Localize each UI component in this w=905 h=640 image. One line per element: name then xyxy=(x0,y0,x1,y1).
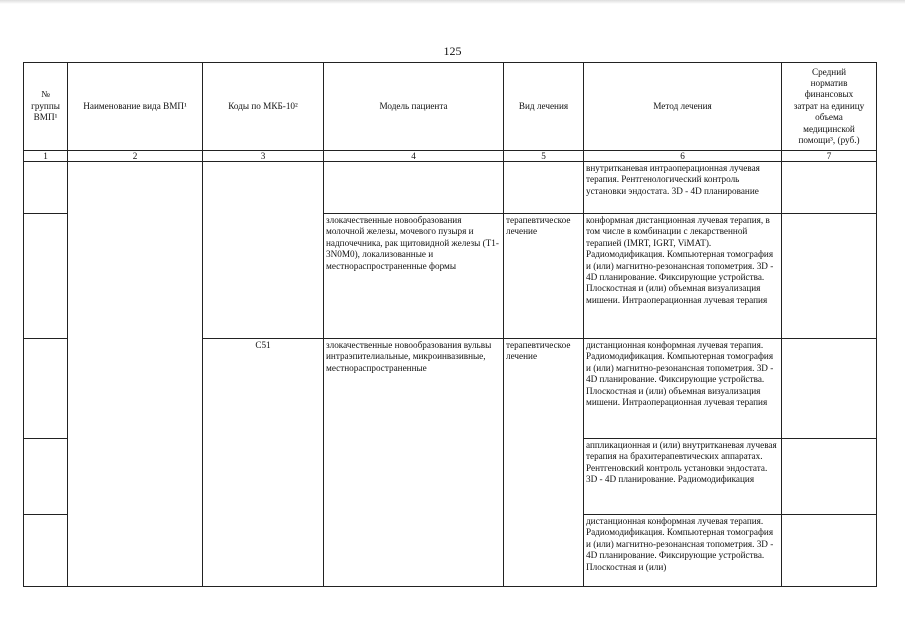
group-cell xyxy=(24,162,68,214)
group-cell xyxy=(24,439,68,515)
header-treatment-type: Вид лечения xyxy=(504,63,584,151)
method-cell: аппликационная и (или) внутритканевая лучевая терапия на брахитерапевтических аппаратах. Рентгеновский контроль установки эндостата. 3D - 4D планирование. Радиомодификация xyxy=(584,439,782,515)
page-number: 125 xyxy=(443,44,462,58)
group-cell xyxy=(24,515,68,587)
group-cell xyxy=(24,214,68,339)
column-number: 6 xyxy=(584,151,782,162)
cost-cell xyxy=(782,439,877,515)
column-number-row xyxy=(24,151,877,162)
header-avg-cost: Средний норматив финансовых затрат на единицу объема медицинской помощи³, (руб.) xyxy=(782,63,877,151)
patient-model-cell: злокачественные новообразования вульвы интраэпителиальные, микроинвазивные, местнораспространенные xyxy=(324,339,504,587)
column-number: 1 xyxy=(24,151,68,162)
cost-cell xyxy=(782,162,877,214)
cost-cell xyxy=(782,339,877,439)
method-cell: дистанционная конформная лучевая терапия. Радиомодификация. Компьютерная томография и (или) магнитно-резонансная топометрия. 3D - 4D планирование. Фиксирующие устройства. Плоскостная и (или) объемная визуализация мишени. Интраоперационная лучевая терапия xyxy=(584,339,782,439)
method-cell: дистанционная конформная лучевая терапия. Радиомодификация. Компьютерная томография и (или) магнитно-резонансная топометрия. 3D - 4D планирование. Фиксирующие устройства. Плоскостная и (или) xyxy=(584,515,782,587)
method-cell: конформная дистанционная лучевая терапия, в том числе в комбинации с лекарственной терапией (IMRT, IGRT, ViMAT). Радиомодификация. Компьютерная томография и (или) магнитно-резонансная топометрия. 3D - 4D планирование. Фиксирующие устройства. Плоскостная и (или) объемная визуализация мишени. Интраоперационная лучевая терапия xyxy=(584,214,782,339)
icd-code-cell: С51 xyxy=(203,339,324,587)
scan-top-edge xyxy=(0,0,905,4)
column-number: 4 xyxy=(324,151,504,162)
header-vmp-name: Наименование вида ВМП¹ xyxy=(68,63,203,151)
table-row xyxy=(24,162,877,214)
cost-cell xyxy=(782,515,877,587)
column-number: 7 xyxy=(782,151,877,162)
group-cell xyxy=(24,339,68,439)
header-group-number: № группы ВМП¹ xyxy=(24,63,68,151)
treatment-type-cell: терапевтическое лечение xyxy=(504,339,584,587)
method-cell: внутритканевая интраоперационная лучевая терапия. Рентгенологический контроль установки эндостата. 3D - 4D планирование xyxy=(584,162,782,214)
header-icd-codes: Коды по МКБ-10² xyxy=(203,63,324,151)
patient-model-cell xyxy=(324,162,504,214)
table-header-row xyxy=(24,63,877,151)
cost-cell xyxy=(782,214,877,339)
patient-model-cell: злокачественные новообразования молочной железы, мочевого пузыря и надпочечника, рак щитовидной железы (T1-3N0M0), локализованные и местнораспространенные формы xyxy=(324,214,504,339)
column-number: 5 xyxy=(504,151,584,162)
icd-code-cell xyxy=(203,162,324,339)
treatment-type-cell xyxy=(504,162,584,214)
column-number: 2 xyxy=(68,151,203,162)
vmp-name-cell xyxy=(68,162,203,587)
vmp-table xyxy=(23,62,877,587)
treatment-type-cell: терапевтическое лечение xyxy=(504,214,584,339)
header-treatment-method: Метод лечения xyxy=(584,63,782,151)
column-number: 3 xyxy=(203,151,324,162)
header-patient-model: Модель пациента xyxy=(324,63,504,151)
